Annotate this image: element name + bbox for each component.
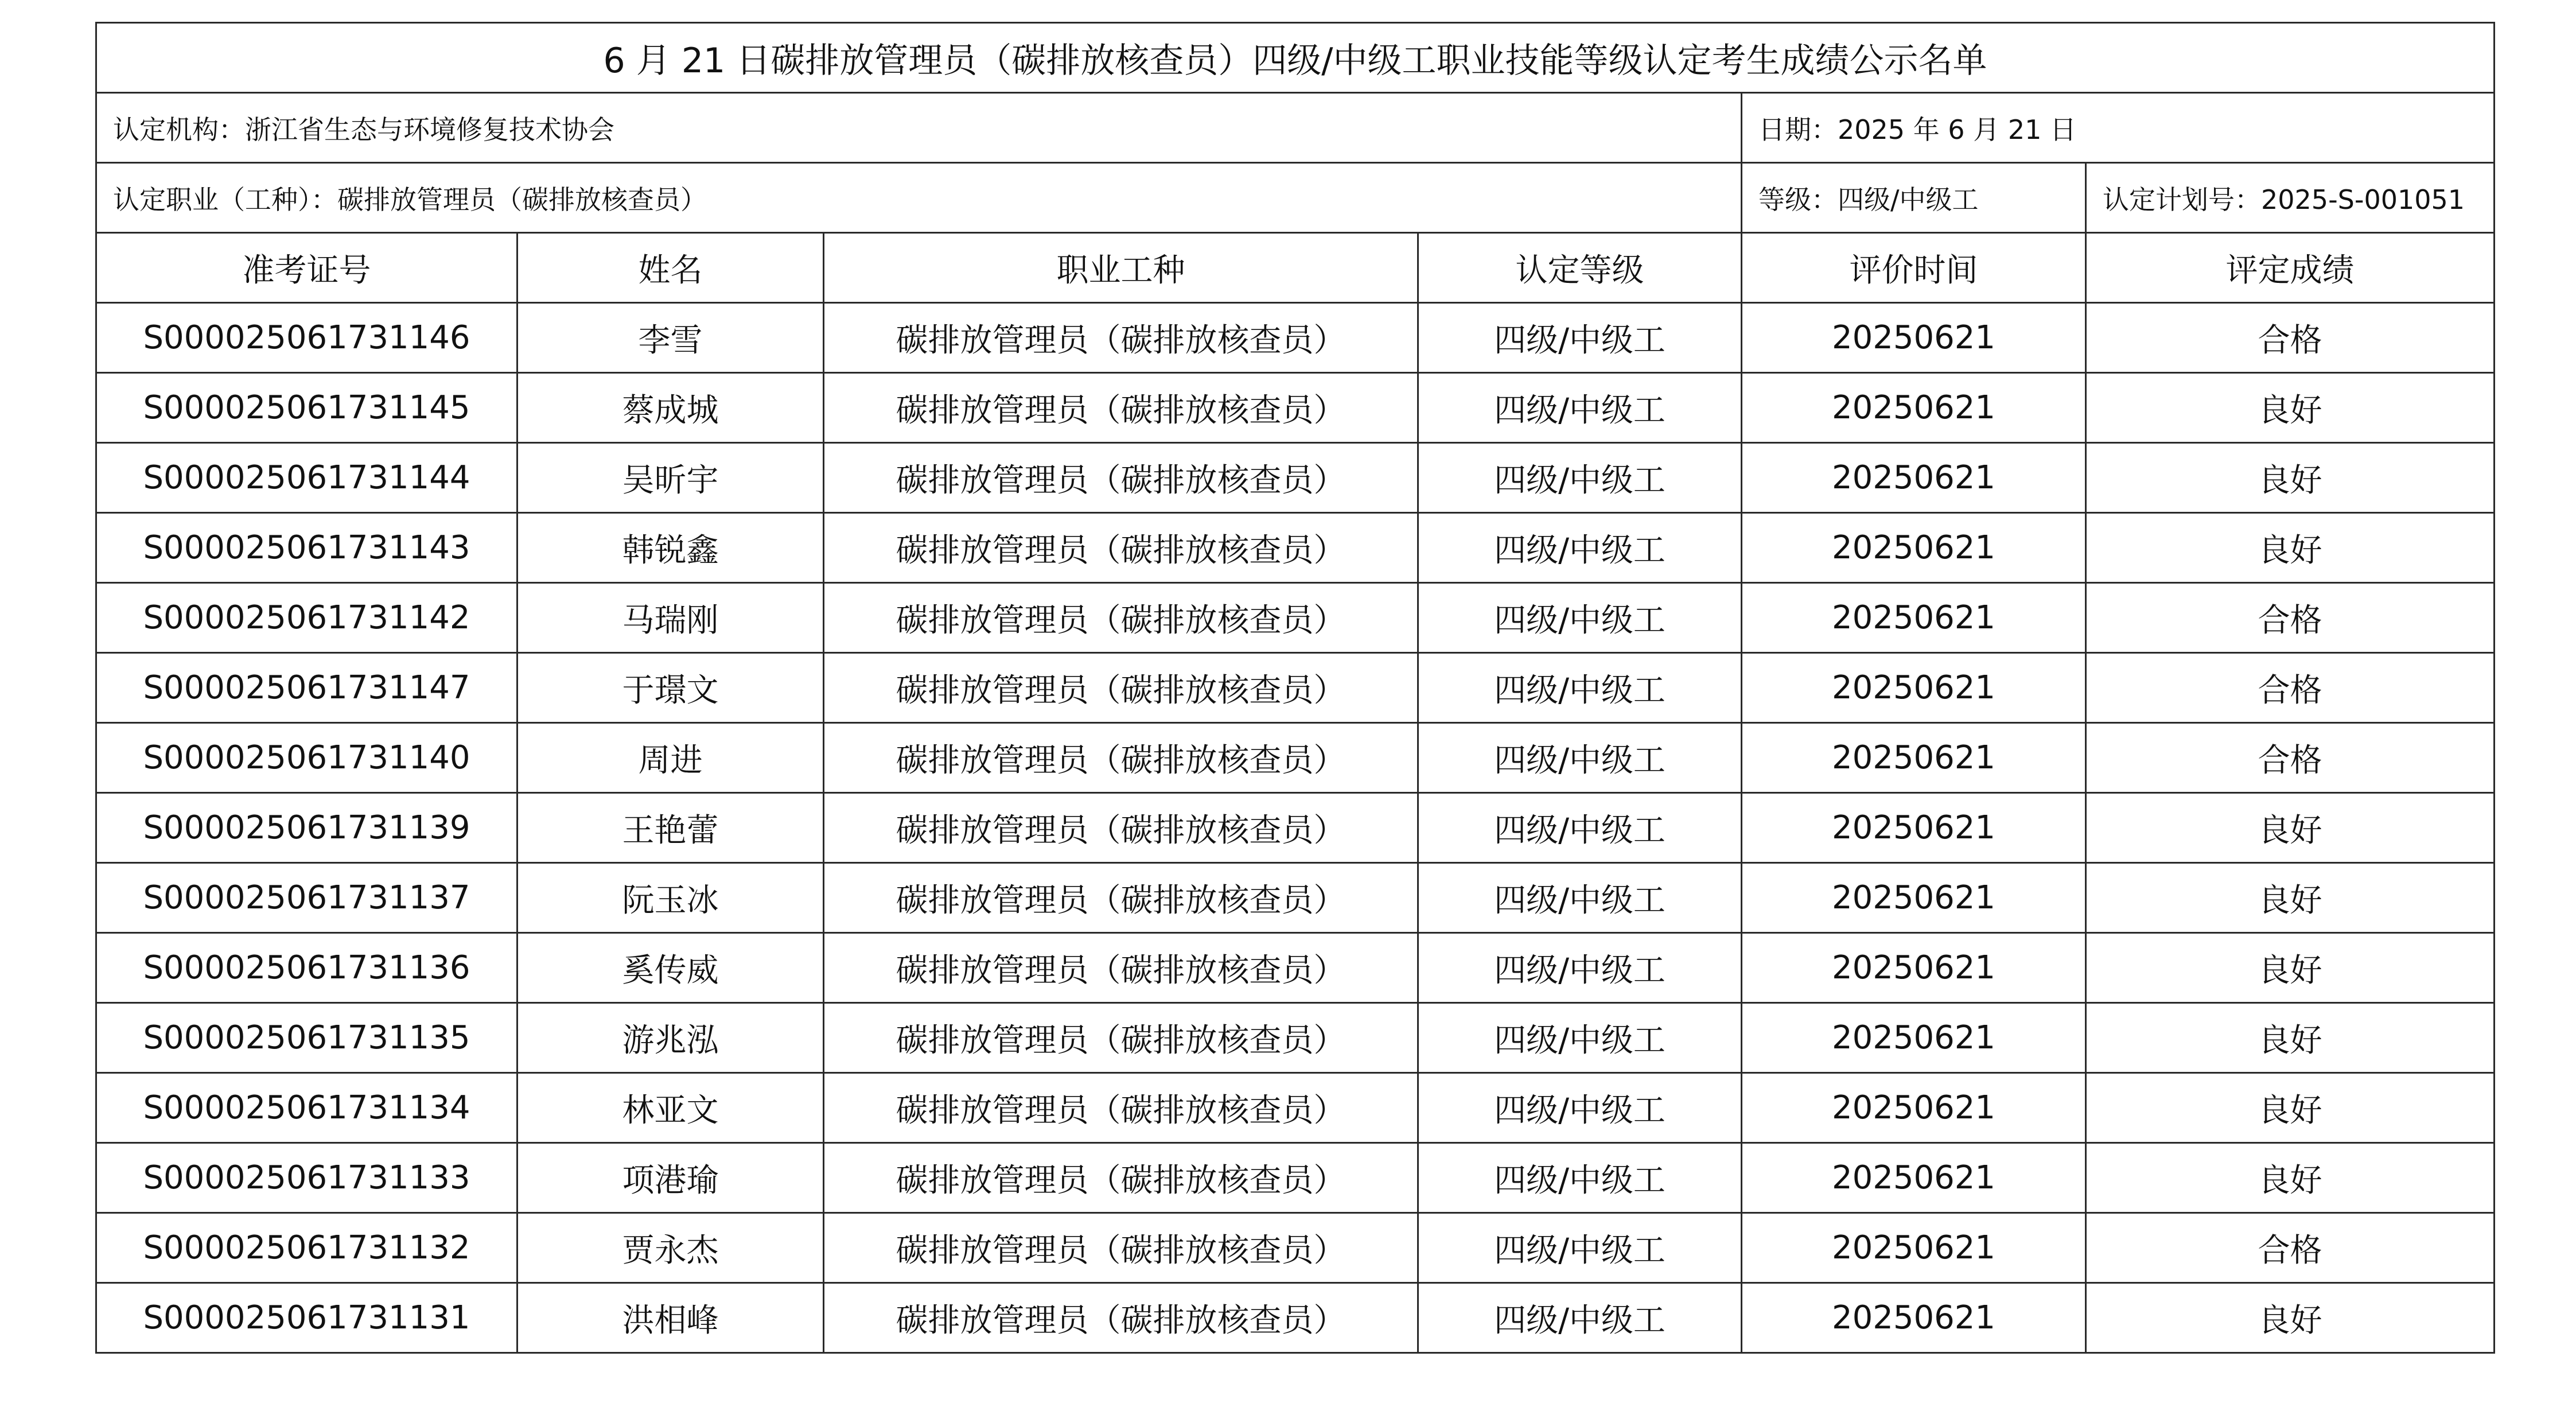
title-row <box>96 23 2495 93</box>
cell-exam-id: S000025061731131 <box>96 1283 517 1353</box>
table-row <box>96 793 2495 863</box>
meta-row-institution <box>96 93 2495 163</box>
cell-level: 四级/中级工 <box>1418 1283 1742 1353</box>
cell-level: 四级/中级工 <box>1418 513 1742 583</box>
cell-time: 20250621 <box>1742 1003 2086 1073</box>
cell-occupation: 碳排放管理员（碳排放核查员） <box>824 863 1418 933</box>
column-header-level: 认定等级 <box>1418 233 1742 303</box>
cell-name: 吴昕宇 <box>517 443 824 513</box>
cell-result: 良好 <box>2086 1003 2495 1073</box>
results-table <box>95 22 2495 1354</box>
cell-name: 周进 <box>517 723 824 793</box>
cell-name: 李雪 <box>517 303 824 373</box>
table-row <box>96 373 2495 443</box>
cell-name: 奚传威 <box>517 933 824 1003</box>
cell-name: 阮玉冰 <box>517 863 824 933</box>
cell-level: 四级/中级工 <box>1418 373 1742 443</box>
cell-time: 20250621 <box>1742 583 2086 653</box>
cell-level: 四级/中级工 <box>1418 1003 1742 1073</box>
cell-result: 良好 <box>2086 1073 2495 1143</box>
cell-result: 良好 <box>2086 793 2495 863</box>
cell-level: 四级/中级工 <box>1418 863 1742 933</box>
cell-exam-id: S000025061731132 <box>96 1213 517 1283</box>
cell-level: 四级/中级工 <box>1418 653 1742 723</box>
column-header-row <box>96 233 2495 303</box>
cell-exam-id: S000025061731144 <box>96 443 517 513</box>
cell-occupation: 碳排放管理员（碳排放核查员） <box>824 793 1418 863</box>
cell-occupation: 碳排放管理员（碳排放核查员） <box>824 1003 1418 1073</box>
cell-result: 合格 <box>2086 583 2495 653</box>
cell-result: 良好 <box>2086 443 2495 513</box>
cell-result: 合格 <box>2086 723 2495 793</box>
cell-result: 合格 <box>2086 653 2495 723</box>
cell-level: 四级/中级工 <box>1418 793 1742 863</box>
table-row <box>96 1003 2495 1073</box>
cell-name: 游兆泓 <box>517 1003 824 1073</box>
cell-time: 20250621 <box>1742 793 2086 863</box>
cell-result: 良好 <box>2086 513 2495 583</box>
cell-time: 20250621 <box>1742 933 2086 1003</box>
table-row <box>96 1283 2495 1353</box>
table-row <box>96 583 2495 653</box>
cell-result: 良好 <box>2086 373 2495 443</box>
cell-level: 四级/中级工 <box>1418 933 1742 1003</box>
cell-time: 20250621 <box>1742 373 2086 443</box>
table-row <box>96 1213 2495 1283</box>
cell-exam-id: S000025061731135 <box>96 1003 517 1073</box>
cell-occupation: 碳排放管理员（碳排放核查员） <box>824 1143 1418 1213</box>
cell-time: 20250621 <box>1742 1143 2086 1213</box>
cell-occupation: 碳排放管理员（碳排放核查员） <box>824 933 1418 1003</box>
table-row <box>96 723 2495 793</box>
cell-level: 四级/中级工 <box>1418 303 1742 373</box>
cell-exam-id: S000025061731136 <box>96 933 517 1003</box>
table-row <box>96 863 2495 933</box>
table-body <box>96 23 2495 1353</box>
cell-level: 四级/中级工 <box>1418 723 1742 793</box>
cell-occupation: 碳排放管理员（碳排放核查员） <box>824 723 1418 793</box>
cell-time: 20250621 <box>1742 1073 2086 1143</box>
cell-occupation: 碳排放管理员（碳排放核查员） <box>824 653 1418 723</box>
document-title: 6 月 21 日碳排放管理员（碳排放核查员）四级/中级工职业技能等级认定考生成绩公示名单 <box>96 23 2495 93</box>
cell-name: 马瑞刚 <box>517 583 824 653</box>
cell-name: 贾永杰 <box>517 1213 824 1283</box>
cell-time: 20250621 <box>1742 863 2086 933</box>
cell-exam-id: S000025061731142 <box>96 583 517 653</box>
cell-occupation: 碳排放管理员（碳排放核查员） <box>824 1073 1418 1143</box>
table-row <box>96 653 2495 723</box>
column-header-id: 准考证号 <box>96 233 517 303</box>
cell-result: 良好 <box>2086 1283 2495 1353</box>
occupation-label: 认定职业（工种）：碳排放管理员（碳排放核查员） <box>96 163 1742 233</box>
cell-result: 合格 <box>2086 303 2495 373</box>
cell-exam-id: S000025061731143 <box>96 513 517 583</box>
cell-occupation: 碳排放管理员（碳排放核查员） <box>824 373 1418 443</box>
cell-time: 20250621 <box>1742 1283 2086 1353</box>
table-row <box>96 933 2495 1003</box>
cell-occupation: 碳排放管理员（碳排放核查员） <box>824 303 1418 373</box>
cell-result: 良好 <box>2086 933 2495 1003</box>
table-row <box>96 513 2495 583</box>
cell-exam-id: S000025061731140 <box>96 723 517 793</box>
column-header-name: 姓名 <box>517 233 824 303</box>
cell-exam-id: S000025061731147 <box>96 653 517 723</box>
cell-occupation: 碳排放管理员（碳排放核查员） <box>824 1213 1418 1283</box>
cell-name: 林亚文 <box>517 1073 824 1143</box>
cell-level: 四级/中级工 <box>1418 443 1742 513</box>
cell-level: 四级/中级工 <box>1418 1143 1742 1213</box>
meta-row-occupation <box>96 163 2495 233</box>
cell-level: 四级/中级工 <box>1418 583 1742 653</box>
cell-exam-id: S000025061731134 <box>96 1073 517 1143</box>
cell-name: 韩锐鑫 <box>517 513 824 583</box>
cell-exam-id: S000025061731146 <box>96 303 517 373</box>
column-header-result: 评定成绩 <box>2086 233 2495 303</box>
cell-level: 四级/中级工 <box>1418 1073 1742 1143</box>
column-header-occupation: 职业工种 <box>824 233 1418 303</box>
cell-time: 20250621 <box>1742 513 2086 583</box>
cell-occupation: 碳排放管理员（碳排放核查员） <box>824 443 1418 513</box>
date-label: 日期：2025 年 6 月 21 日 <box>1742 93 2495 163</box>
institution-label: 认定机构：浙江省生态与环境修复技术协会 <box>96 93 1742 163</box>
cell-name: 王艳蕾 <box>517 793 824 863</box>
cell-result: 合格 <box>2086 1213 2495 1283</box>
cell-result: 良好 <box>2086 1143 2495 1213</box>
cell-occupation: 碳排放管理员（碳排放核查员） <box>824 583 1418 653</box>
cell-time: 20250621 <box>1742 723 2086 793</box>
cell-name: 于璟文 <box>517 653 824 723</box>
cell-occupation: 碳排放管理员（碳排放核查员） <box>824 513 1418 583</box>
level-label: 等级：四级/中级工 <box>1742 163 2086 233</box>
cell-exam-id: S000025061731137 <box>96 863 517 933</box>
cell-time: 20250621 <box>1742 653 2086 723</box>
cell-name: 项港瑜 <box>517 1143 824 1213</box>
cell-exam-id: S000025061731133 <box>96 1143 517 1213</box>
table-row <box>96 443 2495 513</box>
plan-number-label: 认定计划号：2025-S-001051 <box>2086 163 2495 233</box>
cell-exam-id: S000025061731145 <box>96 373 517 443</box>
cell-time: 20250621 <box>1742 303 2086 373</box>
table-row <box>96 1073 2495 1143</box>
cell-time: 20250621 <box>1742 443 2086 513</box>
table-row <box>96 1143 2495 1213</box>
cell-level: 四级/中级工 <box>1418 1213 1742 1283</box>
cell-name: 蔡成城 <box>517 373 824 443</box>
cell-occupation: 碳排放管理员（碳排放核查员） <box>824 1283 1418 1353</box>
cell-time: 20250621 <box>1742 1213 2086 1283</box>
cell-exam-id: S000025061731139 <box>96 793 517 863</box>
table-row <box>96 303 2495 373</box>
cell-result: 良好 <box>2086 863 2495 933</box>
cell-name: 洪相峰 <box>517 1283 824 1353</box>
column-header-time: 评价时间 <box>1742 233 2086 303</box>
